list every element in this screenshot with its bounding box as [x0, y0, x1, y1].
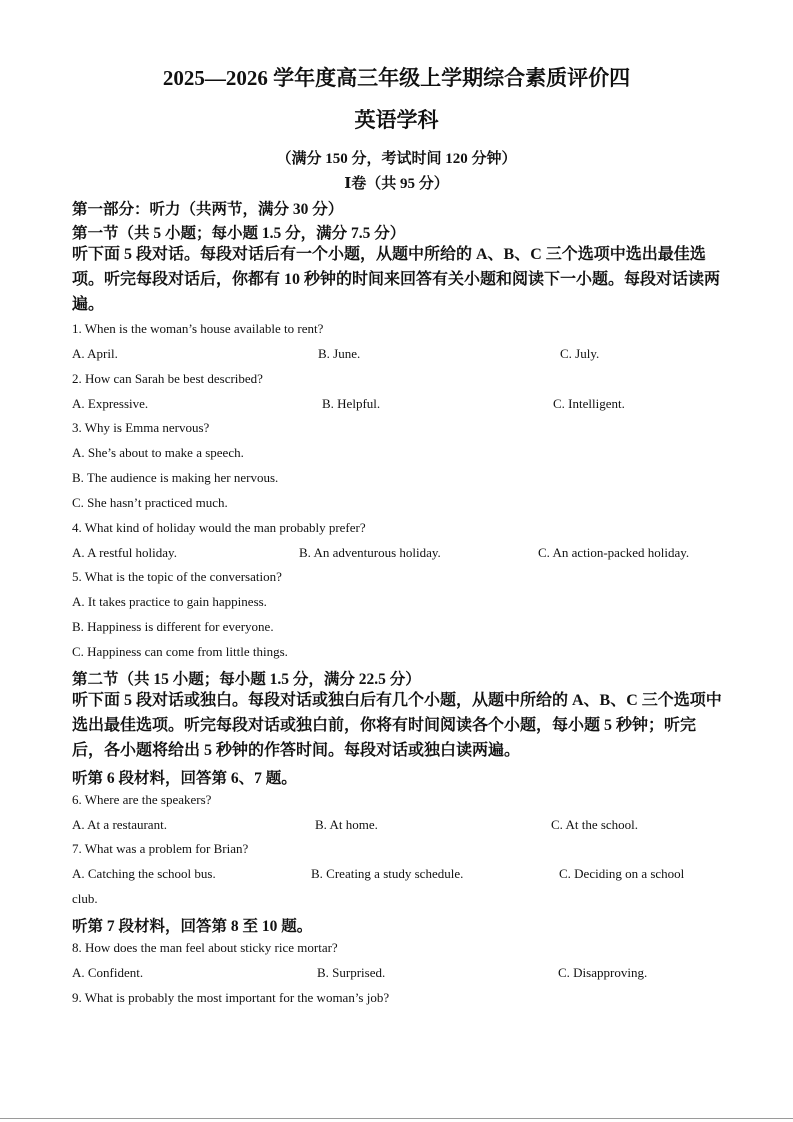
section1-heading: 第一节（共 5 小题；每小题 1.5 分，满分 7.5 分）: [72, 225, 406, 242]
question-9: 9. What is probably the most important for the woman’s job?: [72, 990, 390, 1005]
question-4: 4. What kind of holiday would the man probably prefer?: [72, 520, 366, 535]
question-1: 1. When is the woman’s house available to rent?: [72, 321, 324, 336]
q7-option-c: C. Deciding on a school: [559, 866, 685, 881]
exam-title: 2025—2026 学年度高三年级上学期综合素质评价四: [162, 66, 631, 90]
q5-option-c: C. Happiness can come from little things.: [72, 644, 288, 659]
q2-option-a: A. Expressive.: [72, 396, 149, 411]
q4-option-b: B. An adventurous holiday.: [299, 545, 441, 560]
exam-info: （满分 150 分，考试时间 120 分钟）: [276, 151, 517, 167]
q5-option-b: B. Happiness is different for everyone.: [72, 619, 274, 634]
q1-option-b: B. June.: [318, 346, 361, 361]
q7-option-a: A. Catching the school bus.: [72, 866, 216, 881]
q4-option-a: A. A restful holiday.: [72, 545, 177, 560]
page-bottom-divider: [0, 1118, 793, 1119]
volume-heading: Ⅰ卷（共 95 分）: [344, 176, 449, 192]
question-5: 5. What is the topic of the conversation?: [72, 569, 282, 584]
q5-option-a: A. It takes practice to gain happiness.: [72, 594, 267, 609]
question-8: 8. How does the man feel about sticky rice mortar?: [72, 940, 338, 955]
q6-option-a: A. At a restaurant.: [72, 817, 167, 832]
q3-option-c: C. She hasn’t practiced much.: [72, 495, 228, 510]
section2-instruction: 听下面 5 段对话或独白。每段对话或独白后有几个小题，从题中所给的 A、B、C 三个选项中选出最佳选项。听完每段对话或独白前，你将有时间阅读各个小题，每小题 5 秒钟；听完后，各小题将给出 5 秒钟的作答时间。每段对话或独白读两遍。: [72, 692, 722, 759]
material-7-heading: 听第 7 段材料，回答第 8 至 10 题。: [72, 918, 313, 935]
q6-option-b: B. At home.: [315, 817, 378, 832]
section2-heading: 第二节（共 15 小题；每小题 1.5 分，满分 22.5 分）: [72, 671, 421, 688]
q7-option-c-continued: club.: [72, 891, 98, 906]
q8-option-a: A. Confident.: [72, 965, 144, 980]
q3-option-b: B. The audience is making her nervous.: [72, 470, 279, 485]
section1-instruction: 听下面 5 段对话。每段对话后有一个小题，从题中所给的 A、B、C 三个选项中选出最佳选项。听完每段对话后，你都有 10 秒钟的时间来回答有关小题和阅读下一小题。每段对话读两遍。: [72, 246, 721, 313]
question-7: 7. What was a problem for Brian?: [72, 841, 249, 856]
q1-option-c: C. July.: [560, 346, 600, 361]
question-6: 6. Where are the speakers?: [72, 792, 212, 807]
question-3: 3. Why is Emma nervous?: [72, 420, 210, 435]
q3-option-a: A. She’s about to make a speech.: [72, 445, 244, 460]
q4-option-c: C. An action-packed holiday.: [538, 545, 690, 560]
q8-option-c: C. Disapproving.: [558, 965, 648, 980]
q2-option-b: B. Helpful.: [322, 396, 381, 411]
part1-heading: 第一部分：听力（共两节，满分 30 分）: [72, 201, 344, 218]
q6-option-c: C. At the school.: [551, 817, 639, 832]
question-2: 2. How can Sarah be best described?: [72, 371, 263, 386]
q8-option-b: B. Surprised.: [317, 965, 386, 980]
q2-option-c: C. Intelligent.: [553, 396, 625, 411]
q7-option-b: B. Creating a study schedule.: [311, 866, 464, 881]
subject-title: 英语学科: [354, 108, 439, 132]
material-6-heading: 听第 6 段材料，回答第 6、7 题。: [72, 770, 297, 787]
q1-option-a: A. April.: [72, 346, 118, 361]
